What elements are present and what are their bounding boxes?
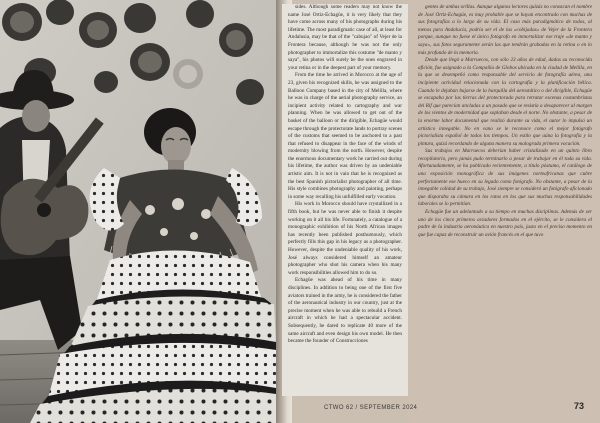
spanish-paragraph: gentes de ambas orillas. Aunque algunos lectores quizás no conozcan el nombre de José Ortiz-Echagüe, es muy probable que se hayan encontrado con muchas de sus fotografías a lo largo de su vida. El caso más paradigmático de todos, al menos para Andalucía, podría ser el de las «cobijadas» de Vejer de la Frontera porque, aunque no fuese el único fotógrafo en inmortalizar ese traje «de manto y saya», sus fotos seguramente serán las que tendrán grabadas en la retina o en lo más profundo de la memoria. (418, 4, 592, 56)
english-paragraph: sides. Although some readers may not know the name José Ortiz-Echagüe, it is very likely that they have come across many of his photographs during his lifetime. The most paradigmatic case of all, at least for Andalusia, may be that of the "cabujao" of Vejer de la Frontera because, although he was not the only photographer to immortalize this costume "de manto y saya", his photos will surely be the ones engraved in your retina or in the deepest part of your memory. (288, 4, 402, 71)
english-paragraph: His work in Morocco should have crystallized in a fifth book, but he was never able to finish it despite working on it all his life. Fortunately, a catalogue of a monographic exhibition of his North African images has recently been published posthumously, which perfectly fills this gap in his legacy as a photographer. However, despite the undeniable quality of his work, José always considered himself an amateur photographer who shot his camera when his many work responsibilities allowed him to do so. (288, 201, 402, 276)
page-number: 73 (573, 401, 584, 411)
magazine-issue-label: CTWO 62 / SEPTEMBER 2024 (324, 405, 418, 411)
spanish-paragraph: Echagüe fue un adelantado a su tiempo en muchas disciplinas. Además de ser uno de los cinco primeros aviadores formados en el ejército, se le considera el padre de la industria aeronáutica en nuestro país, justo en el preciso momento en que fue capaz de reconstruir un avión francés en el que tuvo (418, 209, 592, 238)
english-text-column (282, 4, 408, 396)
spanish-paragraph: Sus trabajos en Marruecos deberían haber cristalizado en un quinto libro recopilatorio, pero jamás pudo terminarlo a pesar de trabajar en él toda su vida. Afortunadamente, se ha publicado recientemente, a título póstumo, el catálogo de una exposición monográfica de sus imágenes norteafricanas que cubre perfectamente ese hueco en su legado como fotógrafo. No obstante, a pesar de la innegable calidad de su trabajo, José siempre se consideró un fotógrafo aficionado que disparaba su cámara en los ratos en los que sus muchas responsabilidades laborales se lo permitían. (418, 148, 592, 208)
english-paragraph: Echagüe was ahead of his time in many disciplines. In addition to being one of the first five aviators trained in the army, he is considered the father of the aeronautical industry in our country, just at the precise moment when he was able to rebuild a French aircraft in which he had a spectacular accident. Subsequently, he dared to replicate 40 more of the same aircraft and even design his own model. He then became the founder of Construcciones (288, 277, 402, 345)
english-paragraph: From the time he arrived in Morocco at the age of 23, given his recognized skills, he was assigned to the Balloon Company based in the city of Melilla, where he was in charge of the aerial photography service, an incipient activity related to cartography and war planning. When he was allowed to get out of the basket of the balloon or the dirigible, Echagüe would escape through the protectorate lands to portray scenes of the customs that seemed to be anchored to a past that refused to disappear in the face of the winds of modernity blowing from the north. However, despite the enormous documentary work he carried out during his lifetime, the author was driven by an undeniable artistic aim. It is not in vain that he is recognized as the best Spanish pictorialist photographer of all time. His style combines photography and painting, perhaps in some way recalling his unfulfilled early vocation. (288, 72, 402, 200)
flamenco-photograph (0, 0, 276, 423)
spanish-text-column (408, 4, 600, 396)
spanish-paragraph: Desde que llegó a Marruecos, con sólo 23 años de edad, dadas su reconocida afición, fue asignado a la Compañía de Globos ubicada en la ciudad de Melilla, en la que se desempeñó como responsable del servicio de fotografía aérea, una incipiente actividad relacionada con la cartografía y la planificación bélica. Cuando le dejaban bajarse de la barquilla del aerostático o del dirigible, Echagüe se escapaba por las tierras del protectorado para retratar escenas costumbristas del Rif que parecían ancladas a un pasado que se resistía a desaparecer al margen de los vientos de modernidad que soplaban desde el norte. No obstante, a pesar de la enorme labor documental que realizó durante su vida, el autor lo impulsó un artístico innegable. No en vano se le reconoce como el mejor fotógrafo pictorialista español de todos los tiempos. Un estilo que aúna la fotografía y la pintura, quizá recordando de alguna manera su malograda primera vocación. (418, 57, 592, 147)
page-footer (324, 401, 584, 411)
